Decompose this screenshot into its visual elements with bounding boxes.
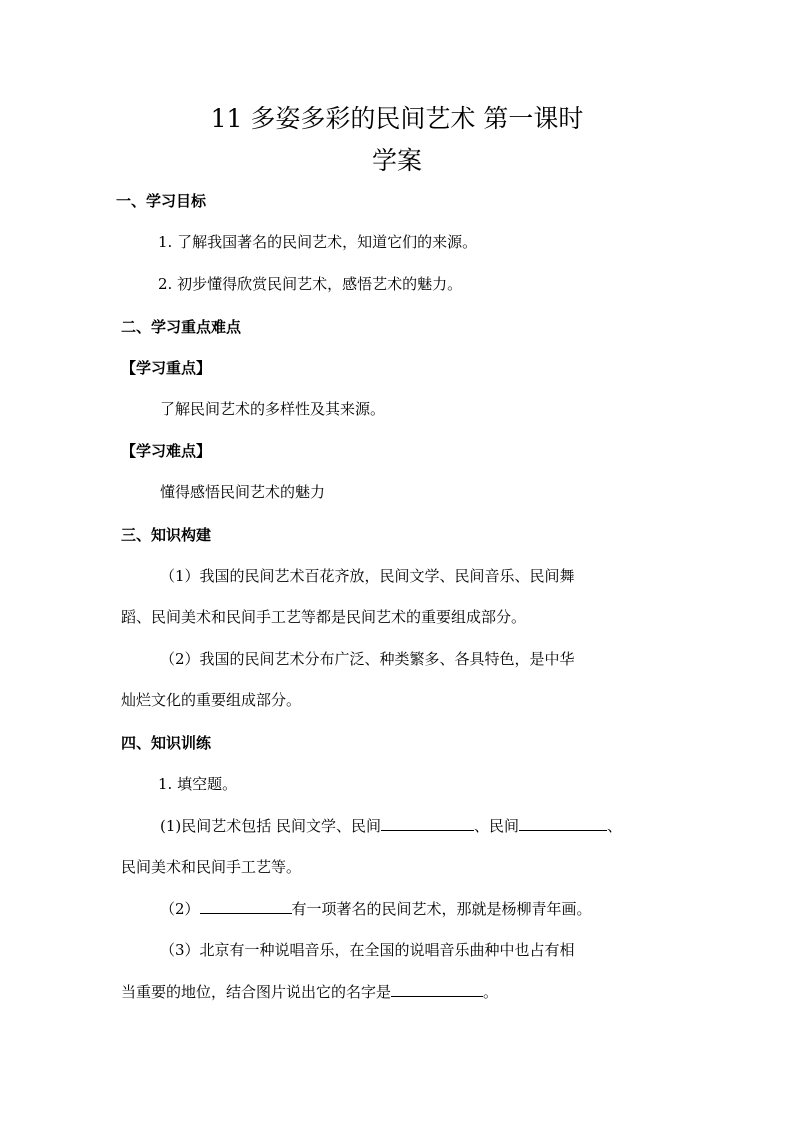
answer-blank-4[interactable] — [391, 981, 483, 997]
difficulty-label: 【学习难点】 — [121, 442, 212, 460]
question-3-text-b: 。 — [483, 983, 499, 1001]
knowledge-paragraph-2-line-2: 灿烂文化的重要组成部分。 — [121, 691, 302, 709]
knowledge-paragraph-1-line-1: （1）我国的民间艺术百花齐放，民间文学、民间音乐、民间舞 — [160, 567, 575, 585]
focus-text: 了解民间艺术的多样性及其来源。 — [160, 400, 386, 418]
section-heading-training: 四、知识训练 — [121, 734, 212, 752]
knowledge-paragraph-2-line-1: （2）我国的民间艺术分布广泛、种类繁多、各具特色，是中华 — [160, 650, 575, 668]
section-heading-objectives: 一、学习目标 — [116, 192, 207, 210]
answer-blank-1[interactable] — [381, 815, 474, 831]
focus-label: 【学习重点】 — [121, 359, 212, 377]
difficulty-text: 懂得感悟民间艺术的魅力 — [160, 483, 326, 501]
knowledge-paragraph-1-line-2: 蹈、民间美术和民间手工艺等都是民间艺术的重要组成部分。 — [121, 608, 527, 626]
question-3-line-1: （3）北京有一种说唱音乐，在全国的说唱音乐曲种中也占有相 — [160, 941, 575, 959]
question-3-text-a: 当重要的地位，结合图片说出它的名字是 — [121, 983, 392, 1001]
answer-blank-3[interactable] — [200, 898, 292, 914]
question-1-text-b: 、民间 — [474, 817, 520, 835]
question-type-label: 1. 填空题。 — [158, 775, 238, 793]
section-heading-knowledge: 三、知识构建 — [121, 526, 212, 544]
question-3-line-2 — [121, 981, 498, 1003]
document-title: 11 多姿多彩的民间艺术 第一课时 — [210, 104, 584, 133]
question-2 — [160, 898, 592, 920]
document-subtitle: 学案 — [371, 146, 422, 175]
answer-blank-2[interactable] — [519, 815, 607, 831]
objective-item-1: 1. 了解我国著名的民间艺术，知道它们的来源。 — [158, 233, 478, 251]
question-2-text-a: （2） — [160, 900, 200, 918]
question-1-line-1 — [160, 815, 622, 837]
section-heading-key-points: 二、学习重点难点 — [121, 318, 242, 336]
question-2-text-b: 有一项著名的民间艺术，那就是杨柳青年画。 — [291, 900, 592, 918]
objective-item-2: 2. 初步懂得欣赏民间艺术，感悟艺术的魅力。 — [158, 275, 463, 293]
question-1-text-a: (1)民间艺术包括 民间文学、民间 — [160, 817, 382, 835]
question-1-line-2: 民间美术和民间手工艺等。 — [121, 858, 302, 876]
question-1-text-c: 、 — [607, 817, 623, 835]
